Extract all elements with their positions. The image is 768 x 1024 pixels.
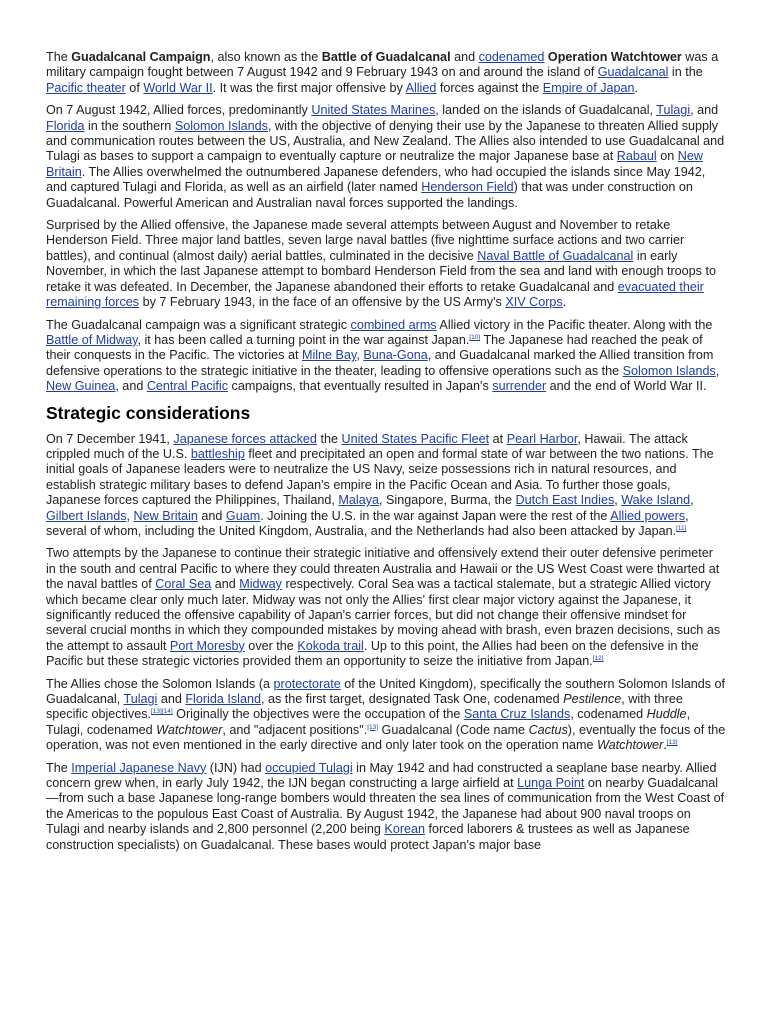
article-link[interactable]: Santa Cruz Islands: [463, 707, 571, 722]
text-run: , and: [690, 103, 719, 118]
text-run: and: [197, 508, 226, 523]
paragraph: [46, 103, 726, 211]
article-link[interactable]: combined arms: [350, 317, 437, 332]
reference-marker[interactable]: [469, 334, 480, 341]
article-link[interactable]: Guadalcanal: [597, 65, 669, 80]
text-run: The: [46, 760, 72, 775]
text-run: over the: [244, 638, 298, 653]
italic-term: Pestilence: [563, 692, 622, 707]
text-run: ,: [715, 363, 720, 378]
text-run: The Allies chose the Solomon Islands (a: [46, 676, 274, 691]
article-link[interactable]: protectorate: [273, 676, 341, 691]
reference-marker[interactable]: [667, 739, 678, 746]
text-run: ,: [126, 508, 134, 523]
text-run: ), eventually the focus of the operation, was not even mentioned in the early directive and only later took on the operation name: [46, 722, 726, 753]
text-run: , several of whom, including the United Kingdom, Australia, and the Netherlands had also been attacked by Japan.: [46, 508, 689, 538]
article-link[interactable]: evacuated their remaining forces: [46, 279, 704, 310]
paragraph: [46, 677, 726, 754]
article-link[interactable]: New Britain: [133, 508, 198, 523]
text-run: (IJN) had: [206, 760, 266, 775]
italic-term: Huddle: [646, 707, 687, 722]
reference-marker[interactable]: [151, 708, 173, 715]
text-run: , with three specific objectives.: [46, 692, 683, 722]
article-link[interactable]: Lunga Point: [517, 776, 585, 791]
article-link[interactable]: Gilbert Islands: [46, 508, 127, 523]
article-link[interactable]: Florida: [46, 118, 85, 133]
text-run: The: [46, 50, 72, 64]
article-link[interactable]: Korean: [384, 822, 426, 837]
article-link[interactable]: Pacific theater: [46, 80, 126, 95]
text-run: in the: [668, 65, 703, 80]
article-link[interactable]: Midway: [239, 577, 282, 592]
text-run: Originally the objectives were the occupation of the: [172, 707, 464, 722]
text-run: , it has been called a turning point in the war against Japan.: [137, 332, 470, 347]
text-run: on nearby Guadalcanal—from such a base Japanese long-range bombers would threaten the sea lines of communication from the West Coast of the Americas to the populous East Coast of Australia. By August 1942, the Japanese had about 900 naval troops on Tulagi and nearby islands and 2,800 personnel (2,200 being: [46, 776, 725, 837]
text-run: forces against the: [436, 80, 543, 95]
article-link[interactable]: battleship: [190, 446, 245, 461]
bold-term: Guadalcanal Campaign: [71, 50, 211, 64]
text-run: ) that was under construction on Guadalcanal. Powerful American and Australian naval forces supported the landings.: [46, 180, 693, 210]
article-link[interactable]: codenamed: [478, 50, 545, 64]
text-run: On 7 August 1942, Allied forces, predominantly: [46, 103, 312, 118]
text-run: . The Allies overwhelmed the outnumbered Japanese defenders, who had occupied the islands since May 1942, and captured Tulagi and Florida, as well as an airfield (later named: [46, 164, 706, 195]
text-run: and: [211, 577, 240, 592]
article-link[interactable]: Henderson Field: [421, 180, 514, 195]
article-link[interactable]: Central Pacific: [146, 379, 229, 394]
article-link[interactable]: Allied: [405, 80, 437, 95]
article-body: [46, 50, 726, 860]
article-link[interactable]: New Britain: [46, 149, 703, 179]
reference-marker[interactable]: [593, 655, 604, 662]
reference-marker[interactable]: [676, 525, 686, 532]
text-run: by 7 February 1943, in the face of an offensive by the US Army's: [139, 295, 506, 310]
text-run: in the southern: [84, 118, 175, 133]
text-run: respectively. Coral Sea was a tactical stalemate, but a strategic Allied victory which became clear only much later. Midway was not only the Allies' first clear major victory against the Japanese, it significantly reduced the offensive capability of Japan's carrier forces, but did not change their offensive mindset for several crucial months in which they compounded mistakes by moving ahead with brash, even brazen decisions, such as the attempt to assault: [46, 577, 721, 653]
text-run: , codenamed: [570, 707, 647, 722]
article-link[interactable]: Allied powers: [610, 508, 686, 523]
text-run: of the United Kingdom), specifically the southern Solomon Islands of Guadalcanal,: [46, 676, 726, 707]
text-run: and: [450, 50, 479, 64]
paragraph: [46, 761, 726, 853]
article-link[interactable]: Milne Bay: [301, 348, 357, 363]
paragraph: [46, 546, 726, 669]
text-run: , as the first target, designated Task One, codenamed: [260, 692, 564, 707]
text-run: at: [489, 431, 507, 446]
text-run: and: [157, 692, 186, 707]
reference-link[interactable]: [10]: [469, 333, 481, 341]
paragraph: [46, 318, 726, 395]
text-run: Guadalcanal (Code name: [378, 722, 529, 737]
article-link[interactable]: World War II: [143, 80, 213, 95]
article-link[interactable]: Tulagi: [656, 103, 691, 118]
text-run: forced laborers & trustees as well as Japanese construction specialists) on Guadalcanal. These bases would protect Japan's major base: [46, 822, 690, 852]
italic-term: Cactus: [528, 722, 568, 737]
article-link[interactable]: Florida Island: [185, 692, 261, 707]
text-run: , Singapore, Burma, the: [379, 493, 516, 508]
article-link[interactable]: Kokoda trail: [297, 638, 364, 653]
text-run: , Hawaii. The attack crippled much of the U.S.: [46, 431, 688, 461]
text-run: the: [316, 431, 342, 446]
italic-term: Watchtower: [156, 722, 223, 737]
article-link[interactable]: Guam: [225, 508, 261, 523]
article-link[interactable]: New Guinea: [46, 379, 116, 394]
bold-term: Battle of Guadalcanal: [321, 50, 451, 64]
article-link[interactable]: Solomon Islands: [174, 118, 268, 133]
paragraph: [46, 50, 726, 96]
article-link[interactable]: Empire of Japan: [542, 80, 635, 95]
article-link[interactable]: Port Moresby: [169, 638, 245, 653]
bold-term: Operation Watchtower: [547, 50, 682, 64]
text-run: .: [562, 295, 567, 310]
article-link[interactable]: Wake Island: [621, 493, 691, 508]
text-run: . Joining the U.S. in the war against Japan were the rest of the: [260, 508, 611, 523]
reference-link[interactable]: [13]: [367, 723, 379, 731]
text-run: ,: [356, 348, 364, 363]
article-link[interactable]: Japanese forces attacked: [173, 431, 317, 446]
text-run: ,: [614, 493, 622, 508]
reference-marker[interactable]: [367, 724, 378, 731]
article-link[interactable]: United States Marines: [311, 103, 436, 118]
article-link[interactable]: Coral Sea: [155, 577, 212, 592]
text-run: in May 1942 and had constructed a seaplane base nearby. Allied concern grew when, in early July 1942, the IJN began constructing a large airfield at: [46, 760, 717, 791]
text-run: was a military campaign fought between 7 August 1942 and 9 February 1943 on and around the island of: [46, 50, 719, 80]
text-run: , and: [115, 379, 147, 394]
article-link[interactable]: Tulagi: [123, 692, 158, 707]
text-run: in early November, in which the last Japanese attempt to bombard Henderson Field from the sea and land with enough troops to retake it was defeated. In December, the Japanese abandoned their efforts to retake Guadalcanal and: [46, 248, 716, 294]
text-run: of: [125, 80, 144, 95]
text-run: Two attempts by the Japanese to continue their strategic initiative and offensively extend their outer defensive perimeter in the south and central Pacific to where they could threaten Australia and Hawaii or the US West Coast were thwarted at the naval battles of: [46, 546, 720, 592]
text-run: , landed on the islands of Guadalcanal,: [435, 103, 657, 118]
article-link[interactable]: Naval Battle of Guadalcanal: [477, 248, 634, 263]
reference-link[interactable]: [11]: [676, 524, 687, 532]
text-run: Surprised by the Allied offensive, the Japanese made several attempts between August and November to retake Henderson Field. Three major land battles, seven large naval battles (five nighttime surface actions and two carrier battles), and continual (almost daily) aerial battles, culminated in the decisive: [46, 218, 685, 263]
text-run: The Japanese had reached the peak of their conquests in the Pacific. The victories at: [46, 332, 703, 363]
text-run: , with the objective of denying their use by the Japanese to threaten Allied supply and communication routes between the US, Australia, and New Zealand. The Allies also intended to use Guadalcanal and Tulagi as bases to support a campaign to eventually capture or neutralize the major Japanese base at: [46, 118, 725, 164]
text-run: ,: [690, 493, 694, 508]
text-run: and the end of World War II.: [546, 379, 707, 394]
text-run: Allied victory in the Pacific theater. Along with the: [436, 317, 713, 332]
section-heading: Strategic considerations: [46, 402, 251, 423]
text-run: The Guadalcanal campaign was a significant strategic: [46, 317, 351, 332]
paragraph: [46, 432, 726, 540]
text-run: campaigns, that eventually resulted in Japan's: [228, 379, 493, 394]
text-run: . Up to this point, the Allies had been on the defensive in the Pacific but these strategic victories provided them an opportunity to seize the initiative from Japan.: [46, 638, 699, 669]
text-run: , and Guadalcanal marked the Allied transition from defensive operations to the strategic initiative in the theater, leading to offensive operations such as the: [46, 348, 714, 378]
reference-link[interactable]: [13][14]: [151, 708, 173, 716]
article-link[interactable]: United States Pacific Fleet: [341, 431, 490, 446]
text-run: , also known as the: [210, 50, 322, 64]
italic-term: Watchtower: [596, 738, 664, 753]
article-link[interactable]: Malaya: [338, 493, 380, 508]
text-run: .: [634, 80, 639, 95]
article-link[interactable]: Solomon Islands: [622, 363, 716, 378]
paragraph: [46, 218, 726, 310]
article-link[interactable]: Buna-Gona: [363, 348, 428, 363]
article-link[interactable]: Pearl Harbor: [506, 431, 578, 446]
text-run: on: [656, 149, 678, 164]
article-link[interactable]: Battle of Midway: [46, 332, 138, 347]
reference-link[interactable]: [13]: [666, 739, 678, 747]
text-run: .: [663, 738, 667, 753]
text-run: , Tulagi, codenamed: [46, 707, 691, 737]
article-link[interactable]: Imperial Japanese Navy: [71, 760, 207, 775]
text-run: , and "adjacent positions".: [222, 722, 368, 737]
text-run: . It was the first major offensive by: [212, 80, 406, 95]
article-link[interactable]: Dutch East Indies: [515, 493, 615, 508]
text-run: fleet and precipitated an open and formal state of war between the two nations. The initial goals of Japanese leaders were to neutralize the US Navy, seize possessions rich in natural resources, and establish strategic military bases to defend Japan's empire in the Pacific Ocean and Asia. To further those goals, Japanese forces captured the Philippines, Thailand,: [46, 446, 714, 508]
article-link[interactable]: occupied Tulagi: [265, 760, 353, 775]
article-link[interactable]: XIV Corps: [505, 295, 563, 310]
article-link[interactable]: Rabaul: [616, 149, 657, 164]
article-link[interactable]: surrender: [492, 379, 547, 394]
text-run: On 7 December 1941,: [46, 431, 174, 446]
reference-link[interactable]: [12]: [592, 655, 604, 663]
